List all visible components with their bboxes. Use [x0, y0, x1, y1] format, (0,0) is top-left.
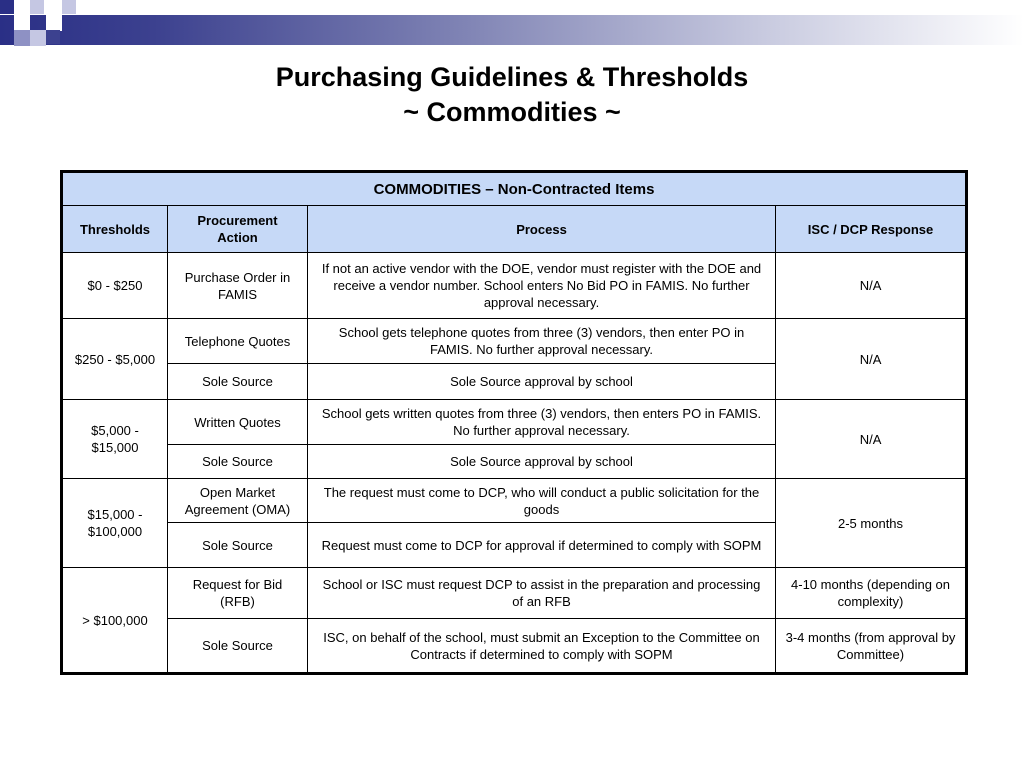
action-cell: Sole Source: [168, 523, 308, 568]
decor-square: [30, 30, 46, 46]
action-cell: Sole Source: [168, 445, 308, 479]
response-cell: 2-5 months: [776, 479, 967, 568]
process-cell: Sole Source approval by school: [308, 364, 776, 400]
threshold-cell: $250 - $5,000: [62, 319, 168, 400]
title-line-2: ~ Commodities ~: [403, 97, 621, 127]
response-cell: N/A: [776, 253, 967, 319]
decor-square: [14, 14, 30, 30]
table-caption: COMMODITIES – Non-Contracted Items: [62, 172, 967, 206]
process-cell: Sole Source approval by school: [308, 445, 776, 479]
process-cell: School gets telephone quotes from three (3) vendors, then enter PO in FAMIS. No further approval necessary.: [308, 319, 776, 364]
decor-square: [30, 0, 44, 14]
table-row: [62, 479, 967, 523]
response-cell: 3-4 months (from approval by Committee): [776, 619, 967, 674]
header-procurement-action: Procurement Action: [168, 206, 308, 253]
action-cell: Sole Source: [168, 619, 308, 674]
slide-title: [0, 60, 1024, 130]
process-cell: The request must come to DCP, who will conduct a public solicitation for the goods: [308, 479, 776, 523]
process-cell: ISC, on behalf of the school, must submit an Exception to the Committee on Contracts if determined to comply with SOPM: [308, 619, 776, 674]
action-cell: Open Market Agreement (OMA): [168, 479, 308, 523]
table-row: [62, 319, 967, 364]
table-row: [62, 568, 967, 619]
threshold-cell: $5,000 - $15,000: [62, 400, 168, 479]
response-cell: N/A: [776, 400, 967, 479]
table-row: [62, 619, 967, 674]
action-cell: Telephone Quotes: [168, 319, 308, 364]
decor-square: [46, 30, 60, 44]
threshold-cell: > $100,000: [62, 568, 168, 674]
header-process: Process: [308, 206, 776, 253]
decor-square: [46, 15, 62, 31]
action-cell: Purchase Order in FAMIS: [168, 253, 308, 319]
header-response: ISC / DCP Response: [776, 206, 967, 253]
process-cell: If not an active vendor with the DOE, vendor must register with the DOE and receive a vendor number. School enters No Bid PO in FAMIS. No further approval necessary.: [308, 253, 776, 319]
response-cell: 4-10 months (depending on complexity): [776, 568, 967, 619]
table-row: [62, 253, 967, 319]
action-cell: Sole Source: [168, 364, 308, 400]
process-cell: School gets written quotes from three (3) vendors, then enters PO in FAMIS. No further approval necessary.: [308, 400, 776, 445]
action-cell: Request for Bid (RFB): [168, 568, 308, 619]
decor-square: [14, 30, 30, 46]
action-cell: Written Quotes: [168, 400, 308, 445]
response-cell: N/A: [776, 319, 967, 400]
decor-square: [62, 0, 76, 14]
threshold-cell: $0 - $250: [62, 253, 168, 319]
process-cell: School or ISC must request DCP to assist in the preparation and processing of an RFB: [308, 568, 776, 619]
threshold-cell: $15,000 - $100,000: [62, 479, 168, 568]
process-cell: Request must come to DCP for approval if determined to comply with SOPM: [308, 523, 776, 568]
decor-square: [0, 0, 14, 14]
table-row: [62, 400, 967, 445]
commodities-table: [60, 170, 968, 675]
header-gradient-band: [0, 15, 1024, 45]
title-line-1: Purchasing Guidelines & Thresholds: [275, 62, 749, 92]
header-thresholds: Thresholds: [62, 206, 168, 253]
